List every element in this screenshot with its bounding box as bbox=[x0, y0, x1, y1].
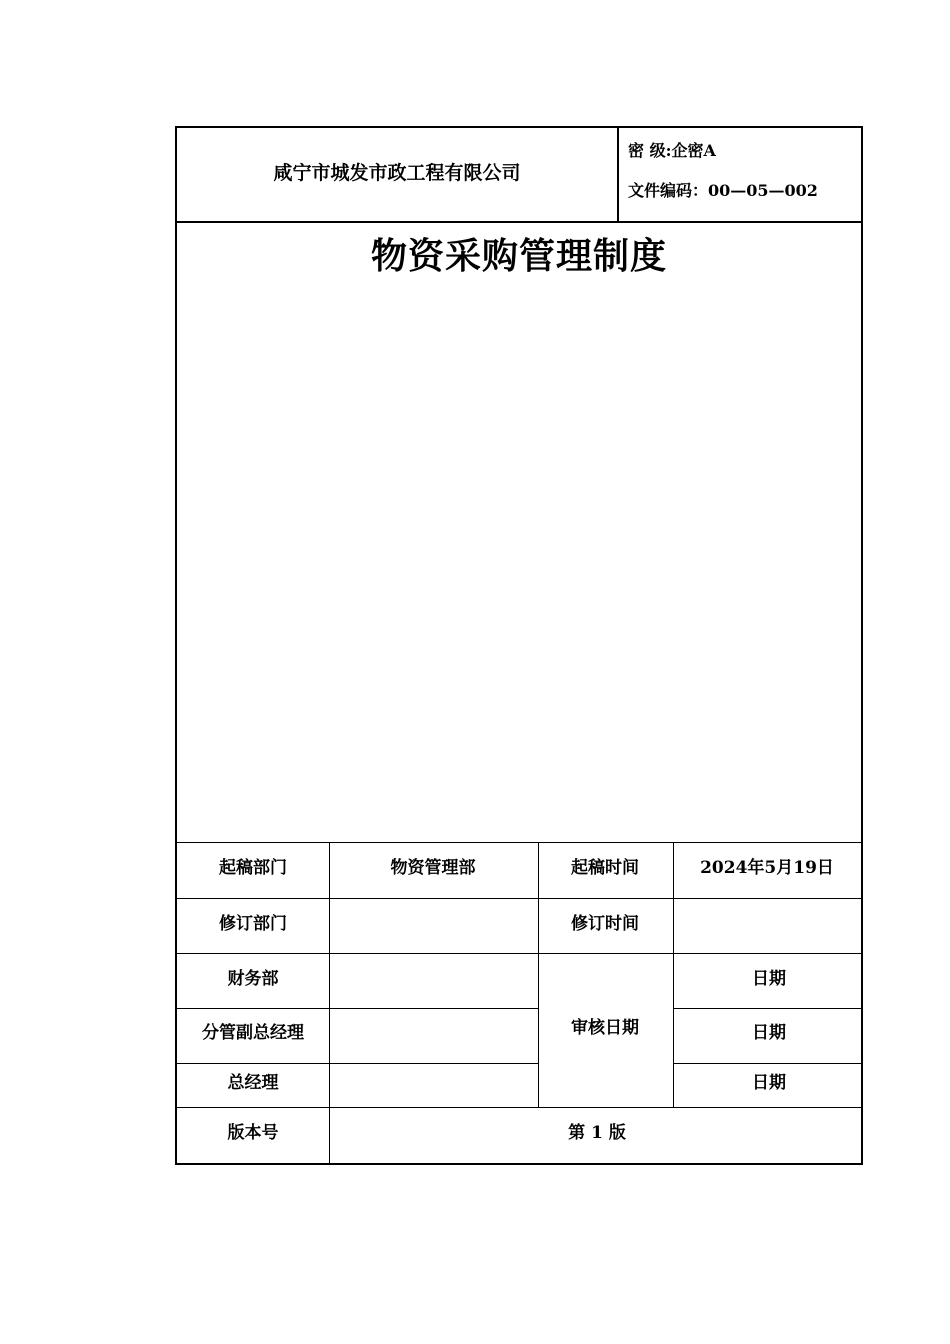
table-column-rule bbox=[673, 842, 674, 1107]
table-row-rule bbox=[673, 1008, 861, 1009]
general-manager-label: 总经理 bbox=[227, 1073, 279, 1093]
table-column-rule bbox=[329, 842, 330, 1163]
revision-time-label: 修订时间 bbox=[571, 914, 639, 934]
file-code: 文件编码：00—05—002 bbox=[628, 181, 818, 200]
finance-dept-label: 财务部 bbox=[227, 969, 279, 989]
review-date-label: 审核日期 bbox=[571, 1018, 639, 1038]
document-title: 物资采购管理制度 bbox=[370, 235, 667, 277]
date-label: 日期 bbox=[752, 969, 786, 989]
table-row-rule bbox=[177, 1008, 538, 1009]
date-label: 日期 bbox=[752, 1023, 786, 1043]
table-row-rule bbox=[177, 1107, 861, 1108]
date-label: 日期 bbox=[752, 1073, 786, 1093]
security-level: 密 级:企密A bbox=[628, 141, 716, 160]
table-row-rule bbox=[177, 1063, 538, 1064]
table-top-rule bbox=[177, 842, 861, 843]
approval-table bbox=[177, 842, 861, 1163]
deputy-gm-label: 分管副总经理 bbox=[202, 1023, 304, 1043]
drafting-time-value: 2024年5月19日 bbox=[700, 858, 834, 878]
document-cover-frame bbox=[175, 126, 863, 1165]
drafting-time-label: 起稿时间 bbox=[571, 858, 639, 878]
table-row-rule bbox=[177, 898, 861, 899]
drafting-dept-value: 物资管理部 bbox=[390, 858, 476, 878]
document-header bbox=[177, 128, 861, 223]
table-column-rule bbox=[538, 842, 539, 1107]
company-name: 咸宁市城发市政工程有限公司 bbox=[177, 128, 619, 221]
drafting-dept-label: 起稿部门 bbox=[219, 858, 287, 878]
version-label: 版本号 bbox=[227, 1123, 279, 1143]
version-value: 第 1 版 bbox=[568, 1123, 626, 1143]
revision-dept-label: 修订部门 bbox=[219, 914, 287, 934]
table-row-rule bbox=[177, 953, 861, 954]
table-row-rule bbox=[673, 1063, 861, 1064]
